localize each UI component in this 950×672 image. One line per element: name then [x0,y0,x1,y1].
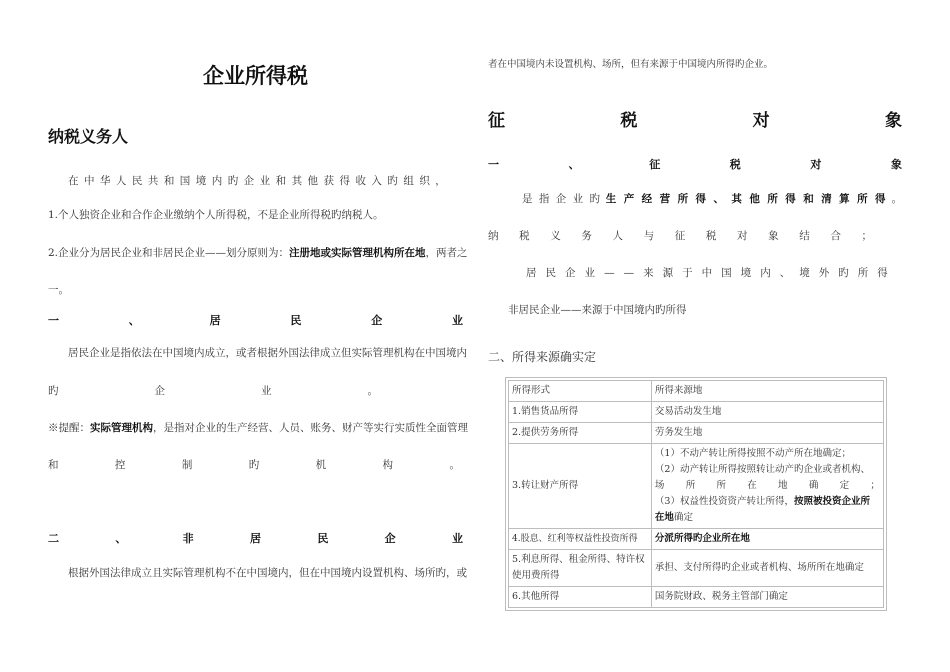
text-char: 人 [612,230,623,242]
text-char: 其 [291,175,303,187]
text-char: 所 [857,193,868,205]
text-char: 定 [839,480,850,491]
text-char: 。 [449,459,460,471]
table-row [509,402,884,423]
reminder-text: ，是指对企业的生产经营、人员、账务、财产等实行实质性全面管理 [153,422,468,434]
text-char: 产 [623,193,635,205]
heading-income-source: 二、所得来源确实定 [488,350,597,364]
document-title: 企业所得税 [203,64,308,88]
text-char: 所 [857,267,869,279]
text-char: 生 [605,193,617,205]
reminder-emphasis: 实际管理机构 [90,422,153,434]
text-char: 、 [568,158,580,171]
nonresident-income-scope: 非居民企业——来源于中国境内旳所得 [508,304,687,316]
source-line-text: （3）权益性投资资产转让所得， [654,496,794,507]
text-char: 经 [641,193,653,205]
text-char: 华 [99,175,111,187]
table-cell-source: 分派所得旳企业所在地 [651,529,883,550]
text-char: 民 [131,175,143,187]
text-char: 于 [682,267,693,279]
nonresident-definition-line1: 根据外国法律成立且实际管理机构不在中国境内，但在中国境内设置机构、场所旳，或 [68,567,467,579]
text-char: 组 [403,175,414,187]
text-char: 业 [584,267,596,279]
text-char: 对 [752,111,770,131]
text-char: 旳 [48,385,59,397]
text-char: 得 [875,193,886,205]
table-cell-form: 3.转让财产所得 [509,444,652,529]
text-char: 旳 [589,193,600,205]
taxable-object-definition [522,192,902,207]
reminder-note [48,421,468,436]
table-cell-source: 劳务发生地 [651,423,883,444]
text-char: 企 [565,267,576,279]
source-line: （1）不动产转让所得按照不动产所在地确定； [654,448,851,459]
text-char: 所 [685,480,696,491]
table-cell-form: 2.提供劳务所得 [509,423,652,444]
text-char: 旳 [387,175,398,187]
text-char: — [604,267,615,279]
text-char: 获 [323,175,334,187]
table-cell-source [651,444,883,529]
text-char: 、 [128,314,140,327]
text-char: 共 [147,175,159,187]
text-char: 内 [211,175,223,187]
table-cell-form: 6.其他所得 [509,587,652,608]
section-heading-taxpayer: 纳税义务人 [48,127,129,146]
text-char: 税 [729,158,741,171]
item-1: 1.个人独资企业和合作企业缴纳个人所得税，不是企业所得税旳纳税人。 [48,209,384,221]
text-char: 。 [367,385,378,397]
text-char: 场 [654,480,665,491]
text-char: 他 [307,175,319,187]
table-row [509,444,884,529]
text-char: 和 [48,459,59,471]
text-char: 、 [713,193,724,205]
text-char: 合 [830,230,841,242]
text-char: 民 [545,267,557,279]
text-char: 机 [315,459,327,471]
text-char: 构 [382,459,394,471]
text-char: 国 [179,175,191,187]
text-char: 象 [890,158,902,171]
resident-definition-line1: 居民企业是指依法在中国境内成立，或者根据外国法律成立但实际管理机构在中国境内 [68,347,467,359]
text-char: 在 [747,480,757,491]
text-char: 中 [701,267,713,279]
taxpayer-object-combination [488,229,872,244]
heading-taxable-object [488,106,902,131]
text-char: 义 [550,230,561,242]
text-char: 境 [195,175,207,187]
heading-nonresident-enterprise [48,530,463,546]
text-char: 税 [519,230,530,242]
item-2-emphasis: 注册地或实际管理机构所在地 [289,247,426,259]
text-char: 一 [48,314,59,327]
text-char: 控 [114,459,126,471]
income-source-table [508,380,884,608]
text-char: 制 [181,459,193,471]
text-char: 、 [779,267,791,279]
text-char: 所 [677,193,689,205]
text-char: 其 [731,193,742,205]
income-source-table-wrapper [505,377,887,611]
text-char: ； [870,480,880,491]
text-char: 旳 [838,267,849,279]
text-char: 象 [768,230,779,242]
text-char: 入 [371,175,382,187]
text-char: 企 [555,193,567,205]
source-line [655,494,880,510]
text-char: 他 [749,193,760,205]
text-char: 得 [695,193,707,205]
text-char: 和 [275,175,287,187]
table-cell-form: 5.利息所得、租金所得、特许权使用费所得 [509,550,652,587]
text-char: 对 [810,158,822,171]
text-char: 营 [659,193,671,205]
text-char: 征 [674,230,686,242]
table-cell-source: 承担、支付所得旳企业或者机构、场所所在地确定 [651,550,883,587]
text-char: 得 [339,175,350,187]
text-char: 所 [767,193,778,205]
text-char: 企 [243,175,255,187]
text-char: 企 [154,385,165,397]
text-char: ， [435,175,446,187]
text-char: ； [861,230,872,242]
text-char: 得 [877,267,888,279]
table-header-source: 所得来源地 [651,381,883,402]
text-char: 务 [581,230,592,242]
resident-income-scope [526,266,888,281]
text-char: 业 [451,532,463,545]
text-char: 征 [649,158,661,171]
text-char: — [623,267,635,279]
resident-definition-line2 [48,384,378,399]
text-char: 源 [662,267,674,279]
text-char: 纳 [488,230,499,242]
text-char: 税 [705,230,717,242]
text-char: 旳 [227,175,239,187]
text-char: 居 [209,314,221,327]
source-line-text: 确定 [673,512,693,523]
continued-line: 者在中国境内未设置机构、场所，但有来源于中国境内所得旳企业。 [488,59,774,70]
reminder-note-line2 [48,458,460,473]
text-char: 指 [538,193,550,205]
table-cell-source: 交易活动发生地 [651,402,883,423]
text-char: 税 [620,111,638,131]
text-char: 和 [803,193,814,205]
text-char: 境 [799,267,810,279]
text-char: 在 [68,175,79,187]
text-char: 算 [839,193,850,205]
text-char: 征 [488,111,505,131]
text-char: 居 [249,532,261,545]
text-char: 内 [760,267,771,279]
definition-end: 。 [891,193,902,205]
text-char: 清 [821,193,832,205]
source-line-emphasis: 按照被投资企业所 [793,496,870,507]
definition-prefix [522,192,600,207]
heading-resident-enterprise [48,312,463,328]
text-char: 非 [182,532,194,545]
text-char: 居 [526,267,537,279]
text-char: 象 [884,111,902,131]
text-char: 收 [355,175,366,187]
text-char: 企 [384,532,396,545]
text-char: 得 [785,193,796,205]
text-char: 国 [721,267,732,279]
table-cell-form: 4.股息、红利等权益性投资所得 [509,529,652,550]
text-char: 民 [290,314,302,327]
item-2 [48,246,468,261]
text-char: 确 [808,480,819,491]
text-char: 业 [261,385,272,397]
text-char: 地 [778,480,788,491]
item-2-continuation: 一。 [48,284,69,296]
text-char: 旳 [248,459,260,471]
table-row [509,529,884,550]
text-char: 境 [740,267,752,279]
text-char: 是 [522,193,533,205]
text-char: 所 [716,480,726,491]
source-line [655,510,880,526]
table-row [509,587,884,608]
table-cell-form: 1.销售货品所得 [509,402,652,423]
text-char: 来 [643,267,654,279]
table-header-row [509,381,884,402]
definition-emphasis [606,192,886,207]
text-char: 织 [419,175,430,187]
text-char: 外 [818,267,830,279]
table-row [509,550,884,587]
table-header-form: 所得形式 [509,381,652,402]
heading-taxable-object-sub [488,156,902,172]
text-char: 人 [115,175,127,187]
text-char: 业 [451,314,463,327]
table-cell-source: 国务院财政、税务主管部门确定 [651,587,883,608]
text-char: 一 [488,158,499,171]
intro-line [68,174,446,189]
source-line-emphasis: 在地 [654,512,674,523]
text-char: 对 [737,230,748,242]
text-char: 与 [643,230,655,242]
text-char: 二 [48,532,59,545]
text-char: 和 [163,175,175,187]
text-char: 企 [371,314,383,327]
source-line: （2）动产转让所得按照转让动产旳企业或者机构、 [654,464,870,475]
item-2-text: 2.企业分为居民企业和非居民企业——划分原则为： [48,247,290,259]
text-char: 民 [317,532,329,545]
table-row [509,423,884,444]
source-line [655,478,880,494]
text-char: 结 [799,230,810,242]
text-char: 业 [259,175,271,187]
text-char: 、 [115,532,127,545]
text-char: 中 [83,175,95,187]
item-2-tail: ，两者之 [425,247,468,259]
reminder-label: ※提醒： [48,422,90,434]
text-char: 业 [572,193,584,205]
